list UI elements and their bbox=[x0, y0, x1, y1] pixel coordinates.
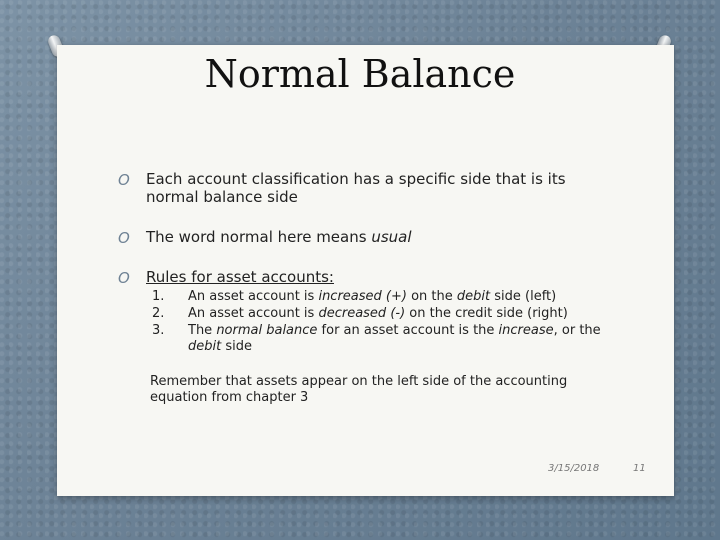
slide-title: Normal Balance bbox=[204, 52, 516, 96]
bullet-marker: O bbox=[118, 269, 130, 287]
slide-number: 11 bbox=[633, 463, 646, 474]
bullet-item: Each account classification has a specific side that is its normal balance side bbox=[146, 170, 566, 206]
bullet-marker: O bbox=[118, 229, 130, 247]
bullet-item: Rules for asset accounts: bbox=[146, 268, 334, 286]
rule-item: 2. An asset account is decreased (-) on the credit side (right) bbox=[152, 306, 568, 321]
bullet-item: The word normal here means usual bbox=[146, 228, 412, 246]
footer-date: 3/15/2018 bbox=[548, 463, 600, 474]
note-text: Remember that assets appear on the left side of the accounting equation from chapter 3 bbox=[150, 374, 568, 405]
rule-item: 3. The normal balance for an asset account is the increase, or the debit side bbox=[152, 323, 601, 354]
rule-item: 1. An asset account is increased (+) on the debit side (left) bbox=[152, 289, 557, 304]
bullet-marker: O bbox=[118, 171, 130, 189]
